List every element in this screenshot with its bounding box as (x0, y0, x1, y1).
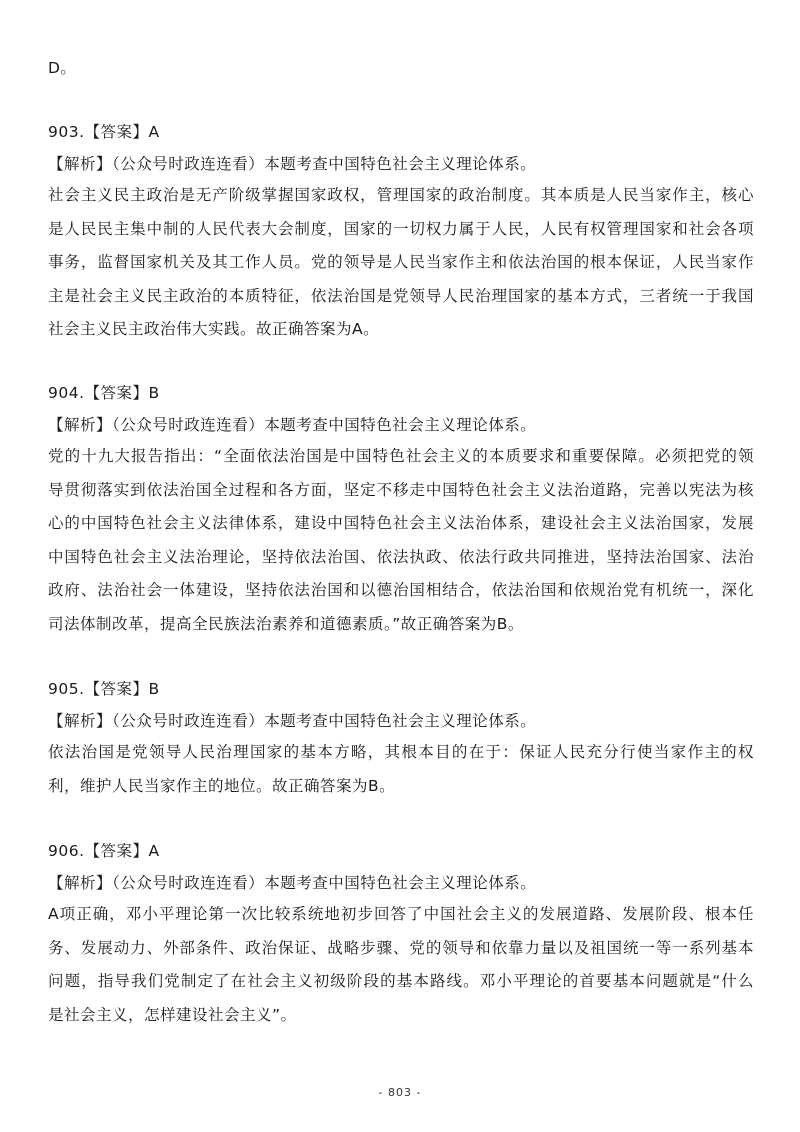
question-904-analysis: 【解析】（公众号时政连连看）本题考查中国特色社会主义理论体系。 (48, 416, 537, 434)
question-904-text-line: 司法体制改革，提高全民族法治素养和道德素质。”故正确答案为B。 (48, 615, 524, 633)
question-906-text-line: 务、发展动力、外部条件、政治保证、战略步骤、党的领导和依靠力量以及祖国统一等一系列基本 (48, 939, 754, 957)
question-904-text-line: 导贯彻落实到依法治国全过程和各方面，坚定不移走中国特色社会主义法治道路，完善以宪法为核 (48, 481, 754, 499)
question-903-text-line: 社会主义民主政治是无产阶级掌握国家政权，管理国家的政治制度。其本质是人民当家作主，核心 (48, 186, 754, 204)
page-number: - 803 - (378, 1086, 422, 1099)
question-906-text-line: A项正确，邓小平理论第一次比较系统地初步回答了中国社会主义的发展道路、发展阶段、根本任 (48, 905, 754, 923)
question-904-text-line: 党的十九大报告指出：“全面依法治国是中国特色社会主义的本质要求和重要保障。必须把党的领 (48, 447, 754, 465)
question-905-header: 905.【答案】B (48, 680, 160, 698)
question-904-text-line: 心的中国特色社会主义法律体系，建设中国特色社会主义法治体系，建设社会主义法治国家，发展 (48, 514, 754, 532)
question-903-text-line: 主是社会主义民主政治的本质特征，依法治国是党领导人民治理国家的基本方式，三者统一于我国 (48, 287, 754, 305)
question-906-text-line: 问题，指导我们党制定了在社会主义初级阶段的基本路线。邓小平理论的首要基本问题就是“什么 (48, 972, 754, 990)
question-903-text-line: 社会主义民主政治伟大实践。故正确答案为A。 (48, 320, 380, 338)
document-page (48, 0, 760, 1132)
question-905-text-line: 利，维护人民当家作主的地位。故正确答案为B。 (48, 777, 396, 795)
question-905-analysis: 【解析】（公众号时政连连看）本题考查中国特色社会主义理论体系。 (48, 712, 537, 730)
question-904-header: 904.【答案】B (48, 384, 160, 402)
question-903-header: 903.【答案】A (48, 123, 160, 141)
question-903-text-line: 是人民民主集中制的人民代表大会制度，国家的一切权力属于人民，人民有权管理国家和社会各项 (48, 220, 754, 238)
question-906-text-line: 是社会主义，怎样建设社会主义”。 (48, 1006, 297, 1024)
question-903-text-line: 事务，监督国家机关及其工作人员。党的领导是人民当家作主和依法治国的根本保证，人民当家作 (48, 253, 754, 271)
question-904-text-line: 中国特色社会主义法治理论，坚持依法治国、依法执政、依法行政共同推进，坚持法治国家、法治 (48, 548, 754, 566)
question-904-text-line: 政府、法治社会一体建设，坚持依法治国和以德治国相结合，依法治国和依规治党有机统一，深化 (48, 581, 754, 599)
question-906-analysis: 【解析】（公众号时政连连看）本题考查中国特色社会主义理论体系。 (48, 874, 537, 892)
question-903-analysis: 【解析】（公众号时政连连看）本题考查中国特色社会主义理论体系。 (48, 155, 537, 173)
question-905-text-line: 依法治国是党领导人民治理国家的基本方略，其根本目的在于：保证人民充分行使当家作主的权 (48, 743, 754, 761)
carryover-answer: D。 (48, 59, 77, 77)
question-906-header: 906.【答案】A (48, 842, 160, 860)
